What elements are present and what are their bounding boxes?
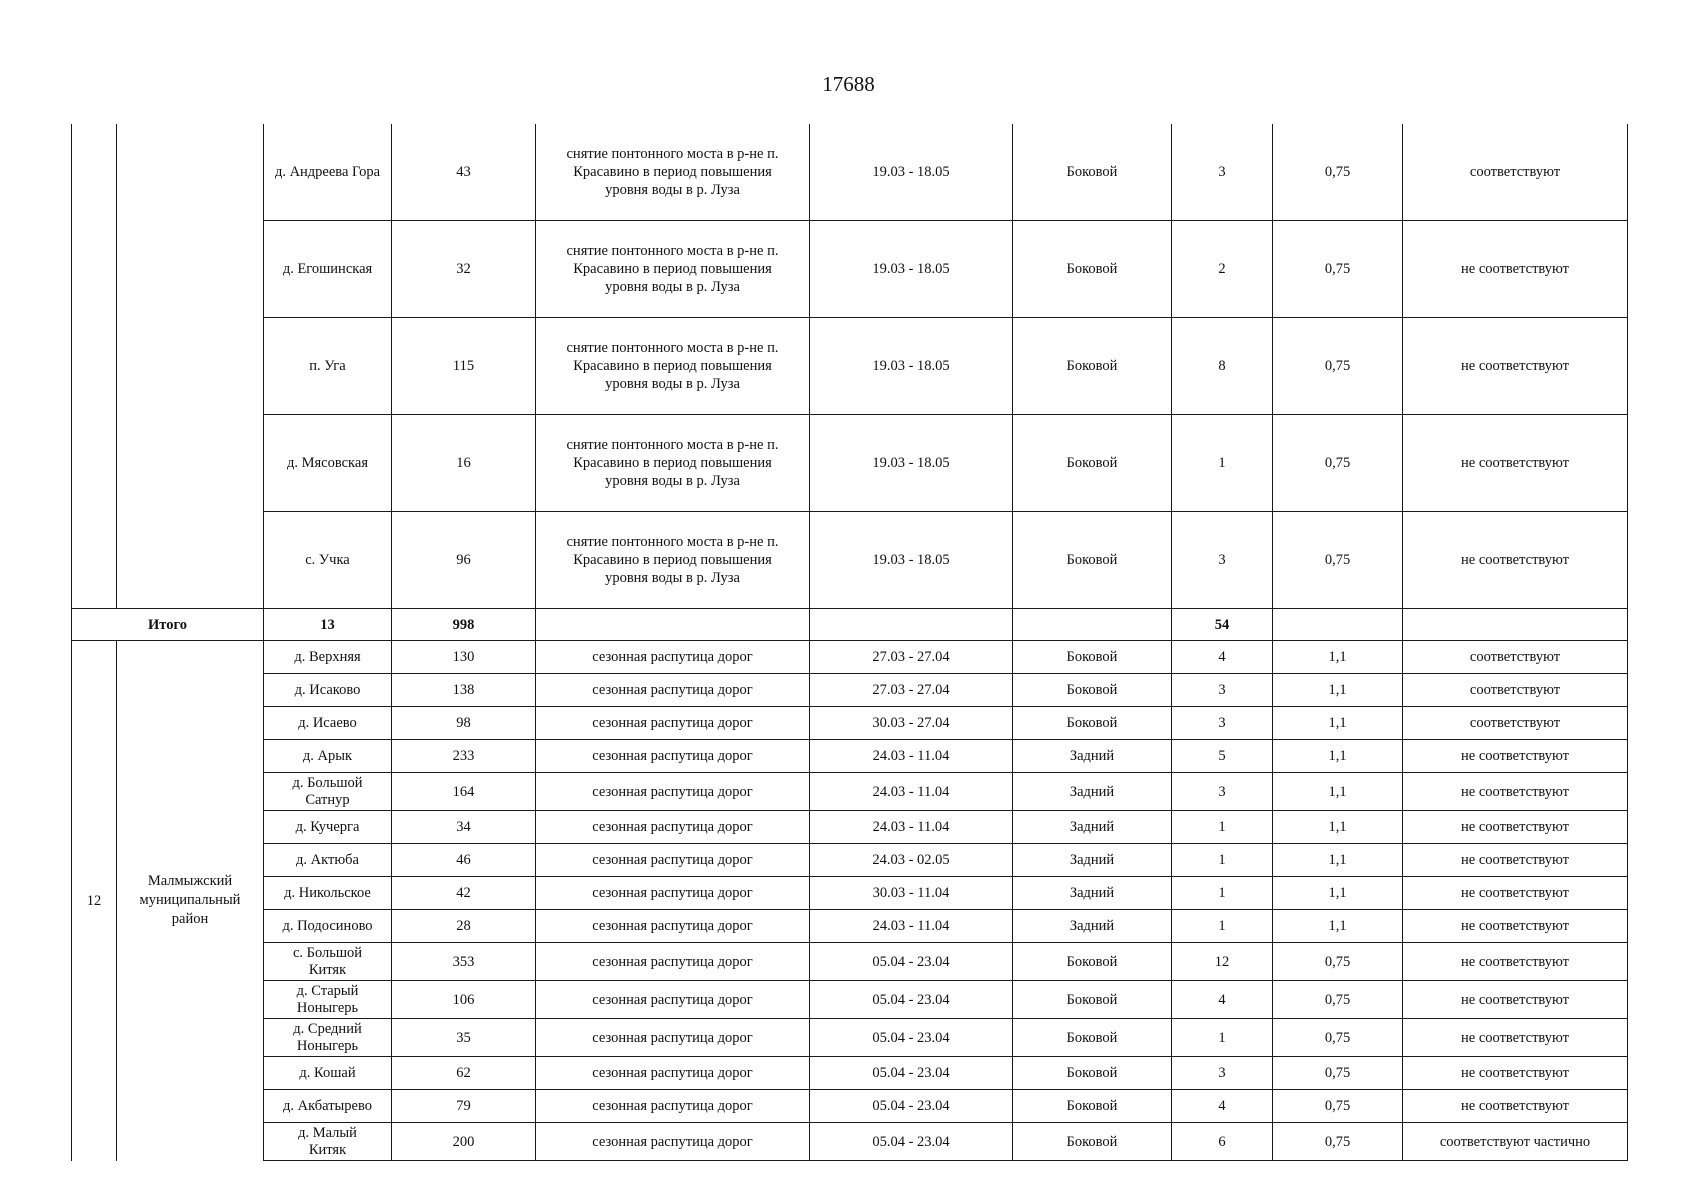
cell-entrance: Боковой [1013,124,1172,221]
cell-count: 4 [1172,1090,1273,1123]
cell-entrance: Боковой [1013,1019,1172,1057]
cell-compliance: соответствуют частично [1403,1123,1628,1161]
cell-entrance: Боковой [1013,981,1172,1019]
cell-population: 34 [392,811,536,844]
cell-reason: сезонная распутица дорог [536,773,810,811]
table-row [72,318,1628,415]
table-row [72,1019,1628,1057]
cell-settlement: с. Большой Китяк [264,943,392,981]
cell-reason: сезонная распутица дорог [536,981,810,1019]
cell-count: 3 [1172,124,1273,221]
cell-entrance: Боковой [1013,512,1172,609]
cell-population: 16 [392,415,536,512]
cell-entrance: Задний [1013,877,1172,910]
cell-compliance: не соответствуют [1403,221,1628,318]
table-row [72,943,1628,981]
cell-compliance: не соответствуют [1403,844,1628,877]
cell-period: 19.03 - 18.05 [810,124,1013,221]
total-population: 998 [392,609,536,641]
cell-compliance: не соответствуют [1403,811,1628,844]
table-row [72,707,1628,740]
district-cell-continued [117,124,264,609]
cell-entrance: Боковой [1013,415,1172,512]
cell-entrance: Задний [1013,910,1172,943]
cell-reason: сезонная распутица дорог [536,1123,810,1161]
cell-population: 35 [392,1019,536,1057]
cell-compliance: не соответствуют [1403,943,1628,981]
table-row [72,221,1628,318]
cell-population: 164 [392,773,536,811]
cell-count: 6 [1172,1123,1273,1161]
cell-period: 24.03 - 02.05 [810,844,1013,877]
cell-population: 28 [392,910,536,943]
cell-population: 115 [392,318,536,415]
district-name: Малмыжский муниципальный район [117,641,264,1161]
table-row [72,844,1628,877]
cell-compliance: не соответствуют [1403,877,1628,910]
cell-population: 353 [392,943,536,981]
cell-count: 3 [1172,674,1273,707]
district-section [72,641,1628,1161]
cell-reason: сезонная распутица дорог [536,877,810,910]
cell-compliance: не соответствуют [1403,981,1628,1019]
cell-period: 27.03 - 27.04 [810,674,1013,707]
cell-coef: 1,1 [1273,877,1403,910]
cell-coef: 0,75 [1273,1019,1403,1057]
total-reason-empty [536,609,810,641]
cell-settlement: д. Подосиново [264,910,392,943]
cell-reason: сезонная распутица дорог [536,1057,810,1090]
cell-compliance: не соответствуют [1403,318,1628,415]
cell-period: 05.04 - 23.04 [810,1019,1013,1057]
cell-count: 3 [1172,707,1273,740]
total-count: 54 [1172,609,1273,641]
cell-reason: сезонная распутица дорог [536,641,810,674]
cell-settlement: д. Старый Ноныгерь [264,981,392,1019]
cell-population: 62 [392,1057,536,1090]
cell-settlement: д. Актюба [264,844,392,877]
table-row [72,773,1628,811]
cell-settlement: д. Егошинская [264,221,392,318]
cell-count: 1 [1172,415,1273,512]
table-row [72,641,1628,674]
cell-entrance: Боковой [1013,1090,1172,1123]
cell-count: 1 [1172,877,1273,910]
cell-population: 98 [392,707,536,740]
cell-coef: 0,75 [1273,981,1403,1019]
cell-compliance: не соответствуют [1403,1090,1628,1123]
cell-population: 106 [392,981,536,1019]
cell-compliance: соответствуют [1403,124,1628,221]
cell-population: 96 [392,512,536,609]
cell-reason: сезонная распутица дорог [536,1019,810,1057]
cell-compliance: не соответствуют [1403,1057,1628,1090]
cell-reason: сезонная распутица дорог [536,674,810,707]
cell-entrance: Боковой [1013,1123,1172,1161]
cell-settlement: д. Андреева Гора [264,124,392,221]
district-index: 12 [72,641,117,1161]
cell-reason: сезонная распутица дорог [536,1090,810,1123]
cell-entrance: Боковой [1013,707,1172,740]
cell-reason: сезонная распутица дорог [536,811,810,844]
page-number: 17688 [822,72,875,96]
cell-reason: сезонная распутица дорог [536,707,810,740]
cell-population: 200 [392,1123,536,1161]
cell-population: 32 [392,221,536,318]
total-compliance-empty [1403,609,1628,641]
cell-entrance: Боковой [1013,641,1172,674]
cell-reason: сезонная распутица дорог [536,943,810,981]
cell-settlement: д. Кошай [264,1057,392,1090]
table-row [72,910,1628,943]
cell-coef: 1,1 [1273,707,1403,740]
cell-coef: 0,75 [1273,943,1403,981]
table-row [72,1123,1628,1161]
cell-entrance: Задний [1013,811,1172,844]
total-entrance-empty [1013,609,1172,641]
cell-settlement: д. Малый Китяк [264,1123,392,1161]
cell-coef: 1,1 [1273,740,1403,773]
cell-settlement: д. Мясовская [264,415,392,512]
cell-coef: 0,75 [1273,415,1403,512]
cell-coef: 1,1 [1273,674,1403,707]
cell-population: 42 [392,877,536,910]
cell-count: 4 [1172,641,1273,674]
cell-coef: 1,1 [1273,641,1403,674]
cell-period: 30.03 - 11.04 [810,877,1013,910]
cell-count: 8 [1172,318,1273,415]
cell-period: 05.04 - 23.04 [810,943,1013,981]
cell-count: 5 [1172,740,1273,773]
cell-reason: сезонная распутица дорог [536,910,810,943]
cell-reason: снятие понтонного моста в р-не п. Красавино в период повышения уровня воды в р. Луза [536,512,810,609]
cell-compliance: не соответствуют [1403,1019,1628,1057]
cell-count: 12 [1172,943,1273,981]
cell-reason: сезонная распутица дорог [536,844,810,877]
cell-count: 3 [1172,1057,1273,1090]
cell-population: 79 [392,1090,536,1123]
cell-period: 19.03 - 18.05 [810,221,1013,318]
cell-period: 24.03 - 11.04 [810,811,1013,844]
cell-settlement: д. Средний Ноныгерь [264,1019,392,1057]
table-row [72,811,1628,844]
total-period-empty [810,609,1013,641]
cell-compliance: соответствуют [1403,641,1628,674]
cell-entrance: Боковой [1013,943,1172,981]
table-row [72,981,1628,1019]
cell-count: 1 [1172,1019,1273,1057]
cell-population: 46 [392,844,536,877]
cell-compliance: соответствуют [1403,707,1628,740]
cell-period: 19.03 - 18.05 [810,318,1013,415]
table-row [72,740,1628,773]
cell-settlement: п. Уга [264,318,392,415]
cell-reason: снятие понтонного моста в р-не п. Красавино в период повышения уровня воды в р. Луза [536,124,810,221]
cell-reason: сезонная распутица дорог [536,740,810,773]
cell-settlement: д. Верхняя [264,641,392,674]
cell-compliance: не соответствуют [1403,773,1628,811]
total-section [72,609,1628,641]
cell-count: 4 [1172,981,1273,1019]
cell-coef: 1,1 [1273,844,1403,877]
cell-settlement: д. Акбатырево [264,1090,392,1123]
cell-period: 27.03 - 27.04 [810,641,1013,674]
cell-coef: 1,1 [1273,910,1403,943]
cell-settlement: д. Кучерга [264,811,392,844]
cell-count: 1 [1172,811,1273,844]
total-label: Итого [72,609,264,641]
cell-count: 2 [1172,221,1273,318]
cell-entrance: Задний [1013,844,1172,877]
cell-population: 130 [392,641,536,674]
total-settlements: 13 [264,609,392,641]
table-row [72,1057,1628,1090]
cell-coef: 0,75 [1273,1090,1403,1123]
cell-settlement: д. Никольское [264,877,392,910]
cell-coef: 0,75 [1273,221,1403,318]
table-row [72,415,1628,512]
cell-compliance: соответствуют [1403,674,1628,707]
cell-entrance: Боковой [1013,318,1172,415]
cell-population: 138 [392,674,536,707]
cell-coef: 0,75 [1273,1057,1403,1090]
cell-period: 05.04 - 23.04 [810,981,1013,1019]
cell-entrance: Боковой [1013,1057,1172,1090]
cell-compliance: не соответствуют [1403,910,1628,943]
cell-period: 05.04 - 23.04 [810,1090,1013,1123]
cell-reason: снятие понтонного моста в р-не п. Красавино в период повышения уровня воды в р. Луза [536,221,810,318]
cell-coef: 0,75 [1273,512,1403,609]
cell-coef: 0,75 [1273,124,1403,221]
cell-coef: 1,1 [1273,773,1403,811]
cell-count: 3 [1172,773,1273,811]
cell-period: 24.03 - 11.04 [810,910,1013,943]
cell-coef: 1,1 [1273,811,1403,844]
cell-reason: снятие понтонного моста в р-не п. Красавино в период повышения уровня воды в р. Луза [536,415,810,512]
cell-entrance: Боковой [1013,221,1172,318]
cell-settlement: с. Учка [264,512,392,609]
cell-compliance: не соответствуют [1403,415,1628,512]
cell-population: 233 [392,740,536,773]
cell-period: 30.03 - 27.04 [810,707,1013,740]
cell-period: 24.03 - 11.04 [810,773,1013,811]
cell-period: 19.03 - 18.05 [810,415,1013,512]
cell-coef: 0,75 [1273,318,1403,415]
cell-period: 24.03 - 11.04 [810,740,1013,773]
cell-period: 05.04 - 23.04 [810,1123,1013,1161]
cell-settlement: д. Большой Сатнур [264,773,392,811]
cell-entrance: Задний [1013,773,1172,811]
cell-entrance: Задний [1013,740,1172,773]
total-coef-empty [1273,609,1403,641]
table-row [72,512,1628,609]
table-row [72,124,1628,221]
table-row [72,1090,1628,1123]
cell-count: 1 [1172,910,1273,943]
cell-compliance: не соответствуют [1403,740,1628,773]
cell-entrance: Боковой [1013,674,1172,707]
total-row [72,609,1628,641]
cell-period: 05.04 - 23.04 [810,1057,1013,1090]
cell-count: 1 [1172,844,1273,877]
cell-compliance: не соответствуют [1403,512,1628,609]
table-row [72,674,1628,707]
data-table [71,124,1628,1161]
cell-settlement: д. Исаково [264,674,392,707]
continued-group [72,124,1628,609]
cell-coef: 0,75 [1273,1123,1403,1161]
table-row [72,877,1628,910]
cell-settlement: д. Арык [264,740,392,773]
cell-count: 3 [1172,512,1273,609]
cell-reason: снятие понтонного моста в р-не п. Красавино в период повышения уровня воды в р. Луза [536,318,810,415]
index-cell-continued [72,124,117,609]
cell-population: 43 [392,124,536,221]
cell-settlement: д. Исаево [264,707,392,740]
cell-period: 19.03 - 18.05 [810,512,1013,609]
